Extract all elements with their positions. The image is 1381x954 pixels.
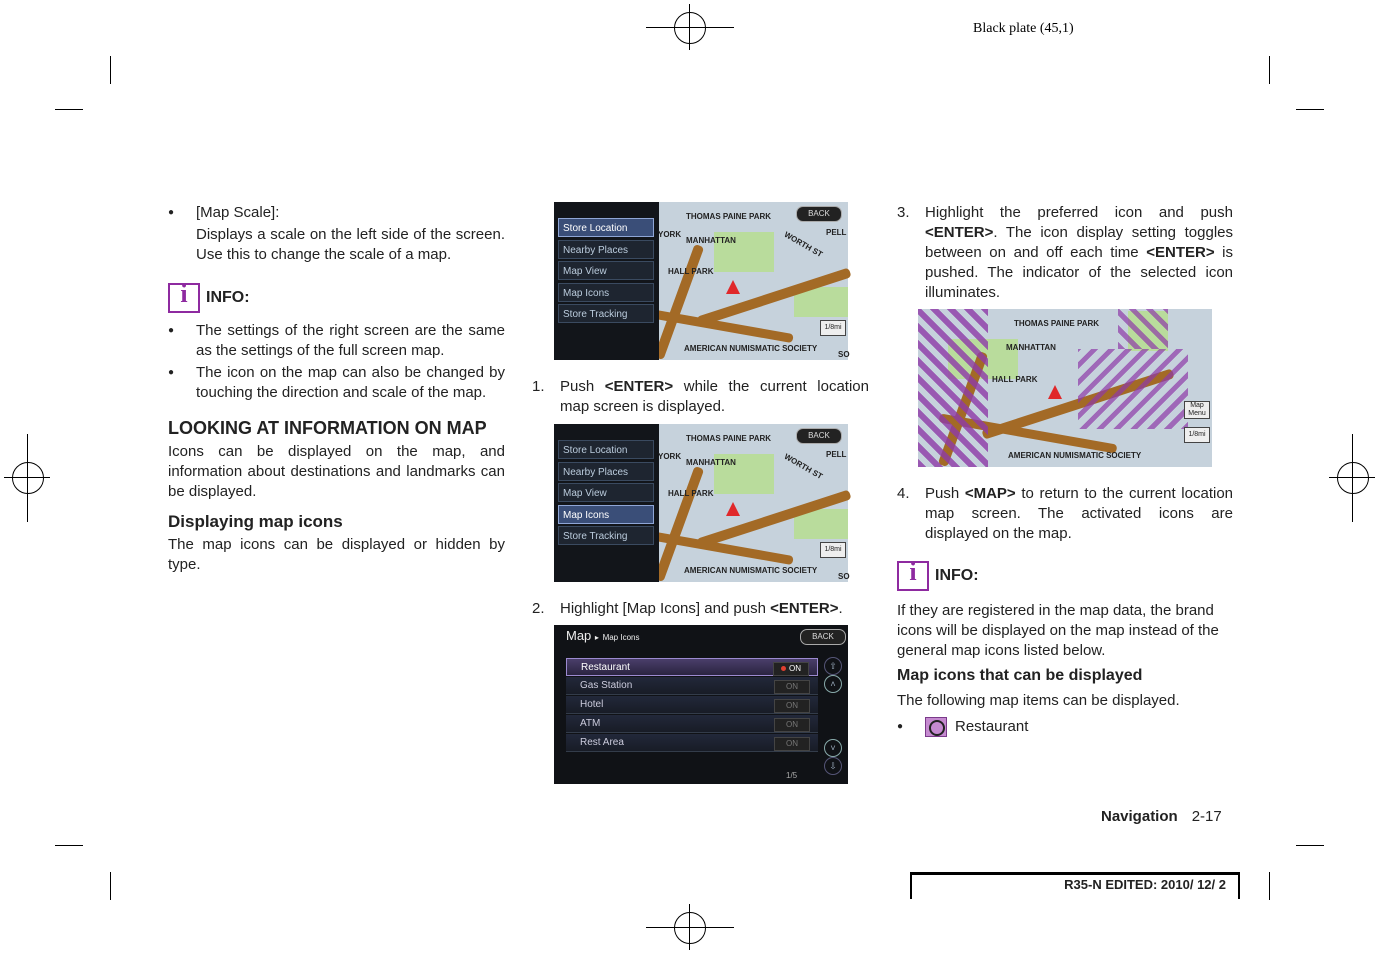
row-label: ATM: [580, 718, 601, 729]
menu-item-map-icons[interactable]: Map Icons: [558, 505, 654, 524]
step-1: [532, 377, 869, 417]
map-label: HALL PARK: [992, 375, 1038, 384]
map-with-icons-screen: [918, 309, 1212, 467]
map-label: YORK: [658, 452, 682, 461]
menu-item-store-location[interactable]: Store Location: [558, 440, 654, 459]
registration-line: [27, 434, 28, 522]
step-number: 1.: [532, 378, 545, 395]
registration-mark: [674, 912, 706, 944]
crop-mark: [1269, 56, 1270, 84]
scale-indicator[interactable]: 1/8mi: [1184, 427, 1210, 443]
list-title: [566, 628, 639, 643]
list-title-text: Map: [566, 628, 592, 643]
step-text: while the current location map screen is displayed.: [560, 378, 869, 415]
left-column: [168, 203, 505, 575]
list-row-rest-area[interactable]: [566, 734, 818, 752]
list-row-gas-station[interactable]: [566, 677, 818, 695]
on-indicator: ON: [774, 680, 810, 694]
on-indicator: ON: [774, 737, 810, 751]
poi-icon-cluster: [1078, 349, 1188, 429]
info-bullet: ● The icon on the map can also be changed by touching the direction and scale of the map.: [168, 363, 505, 403]
registration-mark: [674, 12, 706, 44]
info-heading: [168, 283, 505, 313]
page-indicator: 1/5: [786, 771, 798, 780]
plate-label: Black plate (45,1): [973, 21, 1074, 36]
menu-item-map-icons[interactable]: Map Icons: [558, 283, 654, 302]
step-text: .: [838, 600, 843, 617]
menu-item-nearby-places[interactable]: Nearby Places: [558, 462, 654, 481]
crop-mark: [110, 872, 111, 900]
poi-icon-cluster: [1118, 309, 1168, 349]
map-label: WORTH ST: [782, 451, 825, 482]
registration-line: [1352, 434, 1353, 522]
crop-mark: [55, 109, 83, 110]
registration-line: [646, 27, 734, 28]
crop-mark: [1296, 109, 1324, 110]
map-menu: [554, 424, 659, 582]
scale-indicator[interactable]: 1/8mi: [820, 320, 846, 336]
map-label: YORK: [658, 230, 682, 239]
poi-icon-cluster: [918, 309, 988, 467]
section-title: LOOKING AT INFORMATION ON MAP: [168, 418, 487, 438]
map-label: WORTH ST: [782, 229, 825, 260]
map-label: SO: [838, 350, 850, 359]
subsection-body: The map icons can be displayed or hidden by type.: [168, 536, 505, 573]
back-button[interactable]: BACK: [796, 428, 842, 444]
info-icon: [897, 561, 929, 591]
map-label: PELL: [826, 228, 847, 237]
row-label: Hotel: [580, 699, 604, 710]
map-label: MANHATTAN: [1006, 343, 1056, 352]
step-3: [897, 203, 1233, 303]
on-indicator: ON: [774, 718, 810, 732]
map-label: THOMAS PAINE PARK: [686, 212, 772, 221]
map-menu: [554, 202, 659, 360]
step-text: is pushed. The indicator of the selected icon illuminates.: [925, 244, 1233, 301]
on-indicator: ON: [774, 699, 810, 713]
map-scale-item: [168, 203, 505, 223]
registration-line: [689, 4, 690, 50]
map-screen-1: [554, 202, 848, 360]
step-text: Highlight [Map Icons] and push: [560, 600, 771, 617]
step-text: . The icon display setting toggles between on and off each time: [925, 224, 1233, 261]
step-4: [897, 484, 1233, 544]
breadcrumb-arrow-icon: ▸: [594, 633, 599, 642]
map-label: MANHATTAN: [686, 236, 736, 245]
location-pointer: [726, 280, 740, 294]
map-label: THOMAS PAINE PARK: [686, 434, 772, 443]
row-label: Rest Area: [580, 737, 624, 748]
registration-line: [646, 927, 734, 928]
map-scale-desc: Displays a scale on the left side of the screen. Use this to change the scale of a map.: [196, 226, 505, 263]
menu-item-nearby-places[interactable]: Nearby Places: [558, 240, 654, 259]
step-text: Highlight the preferred icon and push: [925, 204, 1233, 221]
info-bullet: ● The settings of the right screen are the same as the settings of the full screen map.: [168, 321, 505, 361]
on-indicator: ON: [773, 662, 809, 676]
list-subtitle: Map Icons: [602, 633, 640, 642]
edited-label: R35-N EDITED: 2010/ 12/ 2: [1064, 877, 1226, 892]
registration-mark: [12, 462, 44, 494]
page-up-icon[interactable]: ⇧: [824, 657, 842, 675]
location-pointer: [1048, 385, 1062, 399]
enter-key: <ENTER>: [604, 378, 674, 395]
info-heading: [897, 561, 1233, 591]
registration-line: [689, 904, 690, 950]
map-label: PELL: [826, 450, 847, 459]
map-label: AMERICAN NUMISMATIC SOCIETY: [684, 344, 818, 353]
info-body: If they are registered in the map data, the brand icons will be displayed on the map instead of the general map icons listed below.: [897, 602, 1219, 659]
menu-item-store-tracking[interactable]: Store Tracking: [558, 304, 654, 323]
menu-item-map-view[interactable]: Map View: [558, 483, 654, 502]
back-button[interactable]: BACK: [800, 629, 846, 645]
step-number: 2.: [532, 600, 545, 617]
location-pointer: [726, 502, 740, 516]
map-label: MANHATTAN: [686, 458, 736, 467]
map-icons-screen: [554, 625, 848, 784]
restaurant-item: [897, 717, 1233, 737]
map-label: SO: [838, 572, 850, 581]
menu-item-map-view[interactable]: Map View: [558, 261, 654, 280]
icons-body: The following map items can be displayed.: [897, 692, 1180, 709]
scroll-up-icon[interactable]: ˄: [824, 675, 842, 693]
crop-mark: [1296, 845, 1324, 846]
step-text: Push: [560, 378, 605, 395]
right-info: [897, 561, 1233, 737]
registration-mark: [1337, 462, 1369, 494]
row-label: Gas Station: [580, 680, 633, 691]
crop-mark: [110, 56, 111, 84]
enter-key: <ENTER>: [1146, 244, 1215, 261]
page-footer: [1101, 808, 1222, 825]
info-label: INFO:: [206, 289, 250, 306]
map-scale-label: [Map Scale]:: [196, 204, 280, 221]
enter-key: <ENTER>: [770, 600, 839, 617]
map-label: HALL PARK: [668, 489, 714, 498]
footer-section: Navigation: [1101, 808, 1178, 825]
list-row-restaurant[interactable]: [566, 658, 818, 676]
scale-indicator[interactable]: 1/8mi: [820, 542, 846, 558]
menu-item-store-tracking[interactable]: Store Tracking: [558, 526, 654, 545]
restaurant-label: Restaurant: [955, 718, 1029, 735]
info-icon: [168, 283, 200, 313]
step-number: 3.: [897, 204, 910, 221]
map-screen-2: [554, 424, 848, 582]
map-label: HALL PARK: [668, 267, 714, 276]
row-label: Restaurant: [581, 662, 630, 673]
crop-mark: [1269, 872, 1270, 900]
map-label: THOMAS PAINE PARK: [1014, 319, 1100, 328]
crop-mark: [55, 845, 83, 846]
back-button[interactable]: BACK: [796, 206, 842, 222]
scroll-down-icon[interactable]: ˅: [824, 739, 842, 757]
map-label: AMERICAN NUMISMATIC SOCIETY: [1008, 451, 1142, 460]
section-body: Icons can be displayed on the map, and information about destinations and landmarks can be displayed.: [168, 443, 505, 500]
footer-page: 2-17: [1191, 808, 1222, 825]
step-number: 4.: [897, 485, 910, 502]
list-row-atm[interactable]: [566, 715, 818, 733]
edited-box: [910, 872, 1240, 899]
step-text: to return to the current location map screen. The activated icons are displayed on the map.: [925, 485, 1234, 542]
map-key: <MAP>: [964, 485, 1016, 502]
step-2: [532, 599, 872, 619]
icons-title: Map icons that can be displayed: [897, 667, 1143, 684]
map-label: AMERICAN NUMISMATIC SOCIETY: [684, 566, 818, 575]
subsection-title: Displaying map icons: [168, 512, 343, 531]
step-text: Push: [925, 485, 965, 502]
restaurant-icon: [925, 717, 947, 737]
menu-item-store-location[interactable]: Store Location: [558, 218, 654, 237]
page-down-icon[interactable]: ⇩: [824, 757, 842, 775]
list-row-hotel[interactable]: [566, 696, 818, 714]
info-label: INFO:: [935, 567, 979, 584]
enter-key: <ENTER>: [925, 224, 994, 241]
map-menu-button[interactable]: Map Menu: [1184, 401, 1210, 419]
